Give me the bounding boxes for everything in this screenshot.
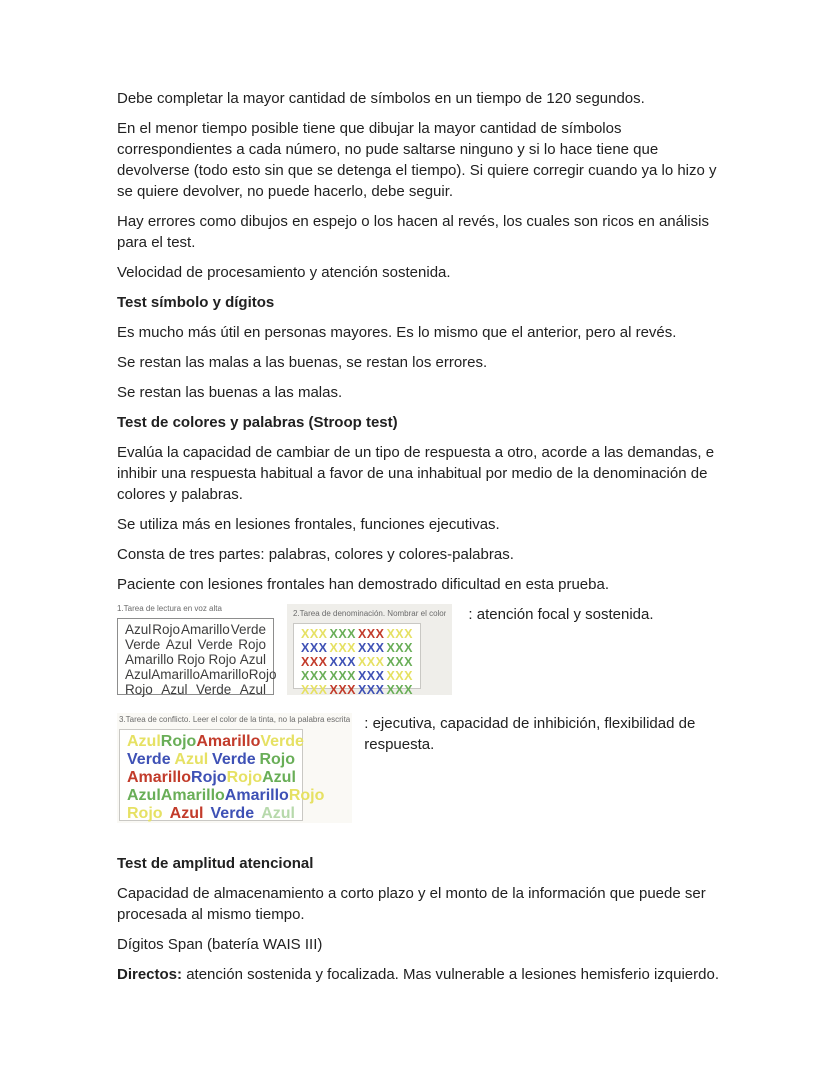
stroop-word: Amarillo — [151, 667, 201, 682]
stroop-conflict-word: Rojo — [259, 751, 295, 768]
stroop-xxx: XXX — [301, 627, 328, 641]
paragraph-digit-span: Dígitos Span (batería WAIS III) — [117, 936, 323, 953]
word-row — [127, 733, 304, 751]
stroop-word: Rojo — [238, 637, 266, 652]
stroop-conflict-word: Azul — [174, 751, 209, 768]
stroop-task2-panel — [287, 604, 452, 695]
stroop-xxx: XXX — [357, 627, 385, 641]
stroop-xxx: XXX — [301, 655, 328, 669]
stroop-word: Verde — [195, 682, 232, 697]
directos-text: atención sostenida y focalizada. Mas vulnerable a lesiones hemisferio izquierdo. — [182, 966, 719, 983]
word-row — [127, 805, 295, 823]
stroop-word: Azul — [161, 682, 188, 697]
word-row — [125, 637, 266, 652]
paragraph-mirror-errors: Hay errores como dibujos en espejo o los hacen al revés, los cuales son ricos en análisis para el test. — [117, 213, 709, 251]
stroop-conflict-word: Verde — [260, 733, 304, 750]
paragraph-frontal-lesions: Se utiliza más en lesiones frontales, funciones ejecutivas. — [117, 516, 500, 533]
word-row — [301, 655, 413, 669]
stroop-figure-2 — [117, 713, 723, 823]
stroop-xxx: XXX — [357, 655, 385, 669]
stroop-word-table — [117, 618, 277, 697]
stroop-figure-1 — [117, 604, 723, 695]
stroop-xxx: XXX — [386, 669, 413, 683]
paragraph-instructions: En el menor tiempo posible tiene que dibujar la mayor cantidad de símbolos correspondientes a cada número, no pude saltarse ninguno y si lo hace tiene que devolverse (todo esto sin que se detenga el tiempo). Si quiere corregir cuando ya lo hizo y se quiere devolver, no puede hacerlo, debe seguir. — [117, 120, 717, 200]
figure-note-executive: : ejecutiva, capacidad de inhibición, flexibilidad de respuesta. — [364, 715, 696, 753]
stroop-word: Rojo — [208, 652, 237, 667]
word-row — [127, 769, 295, 787]
stroop-conflict-word: Azul — [261, 805, 295, 822]
paragraph-patient-difficulty: Paciente con lesiones frontales han demostrado dificultad en esta prueba. — [117, 576, 609, 593]
stroop-conflict-word: Amarillo — [160, 787, 225, 804]
stroop-xxx: XXX — [301, 683, 328, 697]
document-page — [117, 88, 723, 994]
stroop-conflict-word: Amarillo — [224, 787, 289, 804]
stroop-conflict-word: Rojo — [127, 805, 163, 822]
stroop-conflict-word: Rojo — [226, 769, 263, 786]
word-row — [301, 627, 413, 641]
stroop-word: Verde — [230, 622, 266, 637]
stroop-word: Azul — [125, 667, 152, 682]
section-heading-stroop: Test de colores y palabras (Stroop test) — [117, 414, 398, 431]
stroop-word: Verde — [125, 637, 161, 652]
paragraph-directos — [117, 964, 723, 985]
stroop-xxx: XXX — [357, 641, 385, 655]
stroop-conflict-table — [119, 729, 325, 822]
stroop-xxx: XXX — [357, 683, 385, 697]
word-row — [125, 667, 277, 682]
paragraph-subtract-good: Se restan las buenas a las malas. — [117, 384, 343, 401]
stroop-word: Amarillo — [125, 652, 174, 667]
stroop-conflict-word: Rojo — [288, 787, 325, 804]
stroop-word: Rojo — [152, 622, 180, 637]
stroop-xxx: XXX — [357, 669, 385, 683]
word-row — [127, 751, 295, 769]
word-row — [301, 641, 413, 655]
stroop-xxx: XXX — [301, 669, 328, 683]
stroop-conflict-word: Amarillo — [196, 733, 261, 750]
stroop-conflict-word: Amarillo — [127, 769, 192, 786]
word-row — [125, 652, 266, 667]
stroop-xxx: XXX — [386, 655, 413, 669]
paragraph-symbols-time: Debe completar la mayor cantidad de símbolos en un tiempo de 120 segundos. — [117, 90, 645, 107]
paragraph-older-persons: Es mucho más útil en personas mayores. Es lo mismo que el anterior, pero al revés. — [117, 324, 677, 341]
paragraph-stroop-description: Evalúa la capacidad de cambiar de un tipo de respuesta a otro, acorde a las demandas, e inhibir una respuesta habitual a favor de una inhabitual por medio de la denominación de colores y palabras. — [117, 444, 715, 503]
stroop-conflict-word: Rojo — [191, 769, 227, 786]
stroop-xxx: XXX — [329, 683, 356, 697]
stroop-xxx: XXX — [301, 641, 328, 655]
stroop-task1-panel — [117, 604, 277, 697]
stroop-word: Amarillo — [200, 667, 249, 682]
paragraph-subtract-bad: Se restan las malas a las buenas, se restan los errores. — [117, 354, 488, 371]
paragraph-three-parts: Consta de tres partes: palabras, colores y colores-palabras. — [117, 546, 514, 563]
word-row — [125, 622, 266, 637]
figure-caption-task2: 2.Tarea de denominación. Nombrar el color — [293, 609, 447, 618]
directos-label: Directos: — [117, 966, 183, 983]
section-heading-symbol-digits: Test símbolo y dígitos — [117, 294, 275, 311]
stroop-conflict-word: Azul — [127, 787, 161, 804]
stroop-conflict-word: Azul — [169, 805, 204, 822]
paragraph-storage-capacity: Capacidad de almacenamiento a corto plazo y el monto de la información que puede ser procesada al mismo tiempo. — [117, 885, 706, 923]
stroop-word: Rojo — [125, 682, 153, 697]
stroop-xxx: XXX — [329, 655, 356, 669]
stroop-word: Rojo — [177, 652, 205, 667]
stroop-xxx: XXX — [386, 641, 413, 655]
stroop-word: Rojo — [248, 667, 277, 682]
stroop-conflict-word: Verde — [127, 751, 171, 768]
figure-caption-task1: 1.Tarea de lectura en voz alta — [117, 604, 222, 613]
stroop-word: Azul — [239, 682, 266, 697]
word-row — [301, 683, 413, 697]
word-row — [301, 669, 413, 683]
figure-caption-task3: 3.Tarea de conflicto. Leer el color de la tinta, no la palabra escrita — [119, 715, 351, 724]
stroop-xxx: XXX — [329, 669, 356, 683]
stroop-xxx: XXX — [329, 641, 356, 655]
stroop-conflict-word: Verde — [210, 805, 255, 822]
stroop-word: Verde — [197, 637, 233, 652]
word-row — [125, 682, 266, 697]
stroop-conflict-word: Azul — [127, 733, 161, 750]
stroop-word: Amarillo — [180, 622, 230, 637]
stroop-word: Azul — [125, 622, 152, 637]
stroop-word: Azul — [239, 652, 266, 667]
stroop-conflict-word: Rojo — [160, 733, 197, 750]
stroop-conflict-word: Verde — [212, 751, 256, 768]
section-heading-attention-span: Test de amplitud atencional — [117, 855, 314, 872]
stroop-task3-panel — [117, 713, 352, 823]
stroop-conflict-word: Azul — [262, 769, 296, 786]
stroop-xxx: XXX — [386, 627, 413, 641]
word-row — [127, 787, 325, 805]
figure-note-attention: : atención focal y sostenida. — [468, 606, 654, 623]
stroop-xxx-table — [293, 623, 421, 697]
paragraph-processing-speed: Velocidad de procesamiento y atención sostenida. — [117, 264, 451, 281]
stroop-xxx: XXX — [329, 627, 356, 641]
stroop-xxx: XXX — [386, 683, 413, 697]
stroop-word: Azul — [165, 637, 193, 652]
